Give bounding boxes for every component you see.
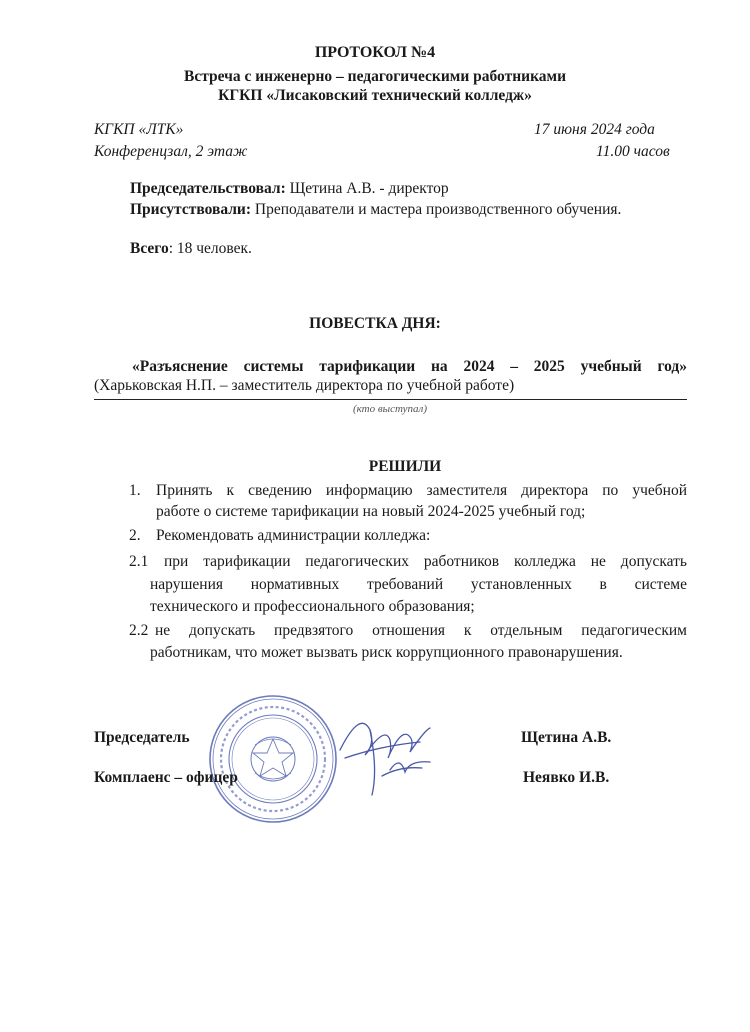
decision-text: не допускать предвзятого отношения к отдельным педагогическим	[155, 622, 687, 639]
present-value: Преподаватели и мастера производственного обучения.	[251, 201, 622, 218]
decision-text: нарушения нормативных требований установленных в системе	[150, 576, 687, 593]
chair-name: Щетина А.В.	[521, 729, 612, 746]
agenda-speaker: (Харьковская Н.П. – заместитель директора по учебной работе)	[94, 377, 515, 394]
decision-text: Рекомендовать администрации колледжа:	[156, 527, 431, 544]
present-label: Присутствовали:	[130, 201, 252, 218]
chaired-line	[130, 180, 449, 198]
handwritten-signature	[330, 700, 450, 800]
compliance-name: Неявко И.В.	[523, 769, 610, 786]
meta-time: 11.00 часов	[596, 143, 670, 160]
present-line	[130, 201, 621, 219]
decision-text: технического и профессионального образования;	[150, 598, 475, 615]
compliance-label: Комплаенс – офицер	[94, 769, 238, 786]
document-subtitle: Встреча с инженерно – педагогическими работниками	[184, 68, 566, 85]
decisions-heading: РЕШИЛИ	[368, 458, 442, 475]
total-value: : 18 человек.	[168, 240, 252, 257]
document-title: ПРОТОКОЛ №4	[314, 44, 436, 61]
chair-label: Председатель	[94, 729, 190, 746]
total-label: Всего	[130, 240, 169, 257]
decision-number: 2.1	[129, 553, 149, 570]
college-name: КГКП «Лисаковский технический колледж»	[218, 87, 532, 104]
chaired-value: Щетина А.В. - директор	[285, 180, 449, 197]
agenda-heading: ПОВЕСТКА ДНЯ:	[309, 315, 441, 332]
total-line	[130, 240, 252, 258]
decision-number: 2.2	[129, 622, 149, 639]
decision-text: при тарификации педагогических работников колледжа не допускать	[164, 553, 687, 570]
decision-number: 2.	[129, 527, 141, 544]
decision-number: 1.	[129, 482, 141, 499]
meta-date: 17 июня 2024 года	[534, 121, 655, 138]
meta-place: Конференцзал, 2 этаж	[94, 143, 248, 160]
speaker-caption: (кто выступал)	[353, 403, 427, 415]
official-stamp	[207, 693, 339, 825]
decision-text: работникам, что может вызвать риск коррупционного правонарушения.	[150, 644, 623, 661]
agenda-item: «Разъяснение системы тарификации на 2024 – 2025 учебный год»	[132, 358, 687, 375]
decision-text: Принять к сведению информацию заместителя директора по учебной	[156, 482, 687, 499]
speaker-underline	[94, 399, 687, 400]
decision-text: работе о системе тарификации на новый 2024-2025 учебный год;	[156, 503, 586, 520]
meta-org: КГКП «ЛТК»	[94, 121, 184, 138]
chaired-label: Председательствовал:	[130, 180, 286, 197]
